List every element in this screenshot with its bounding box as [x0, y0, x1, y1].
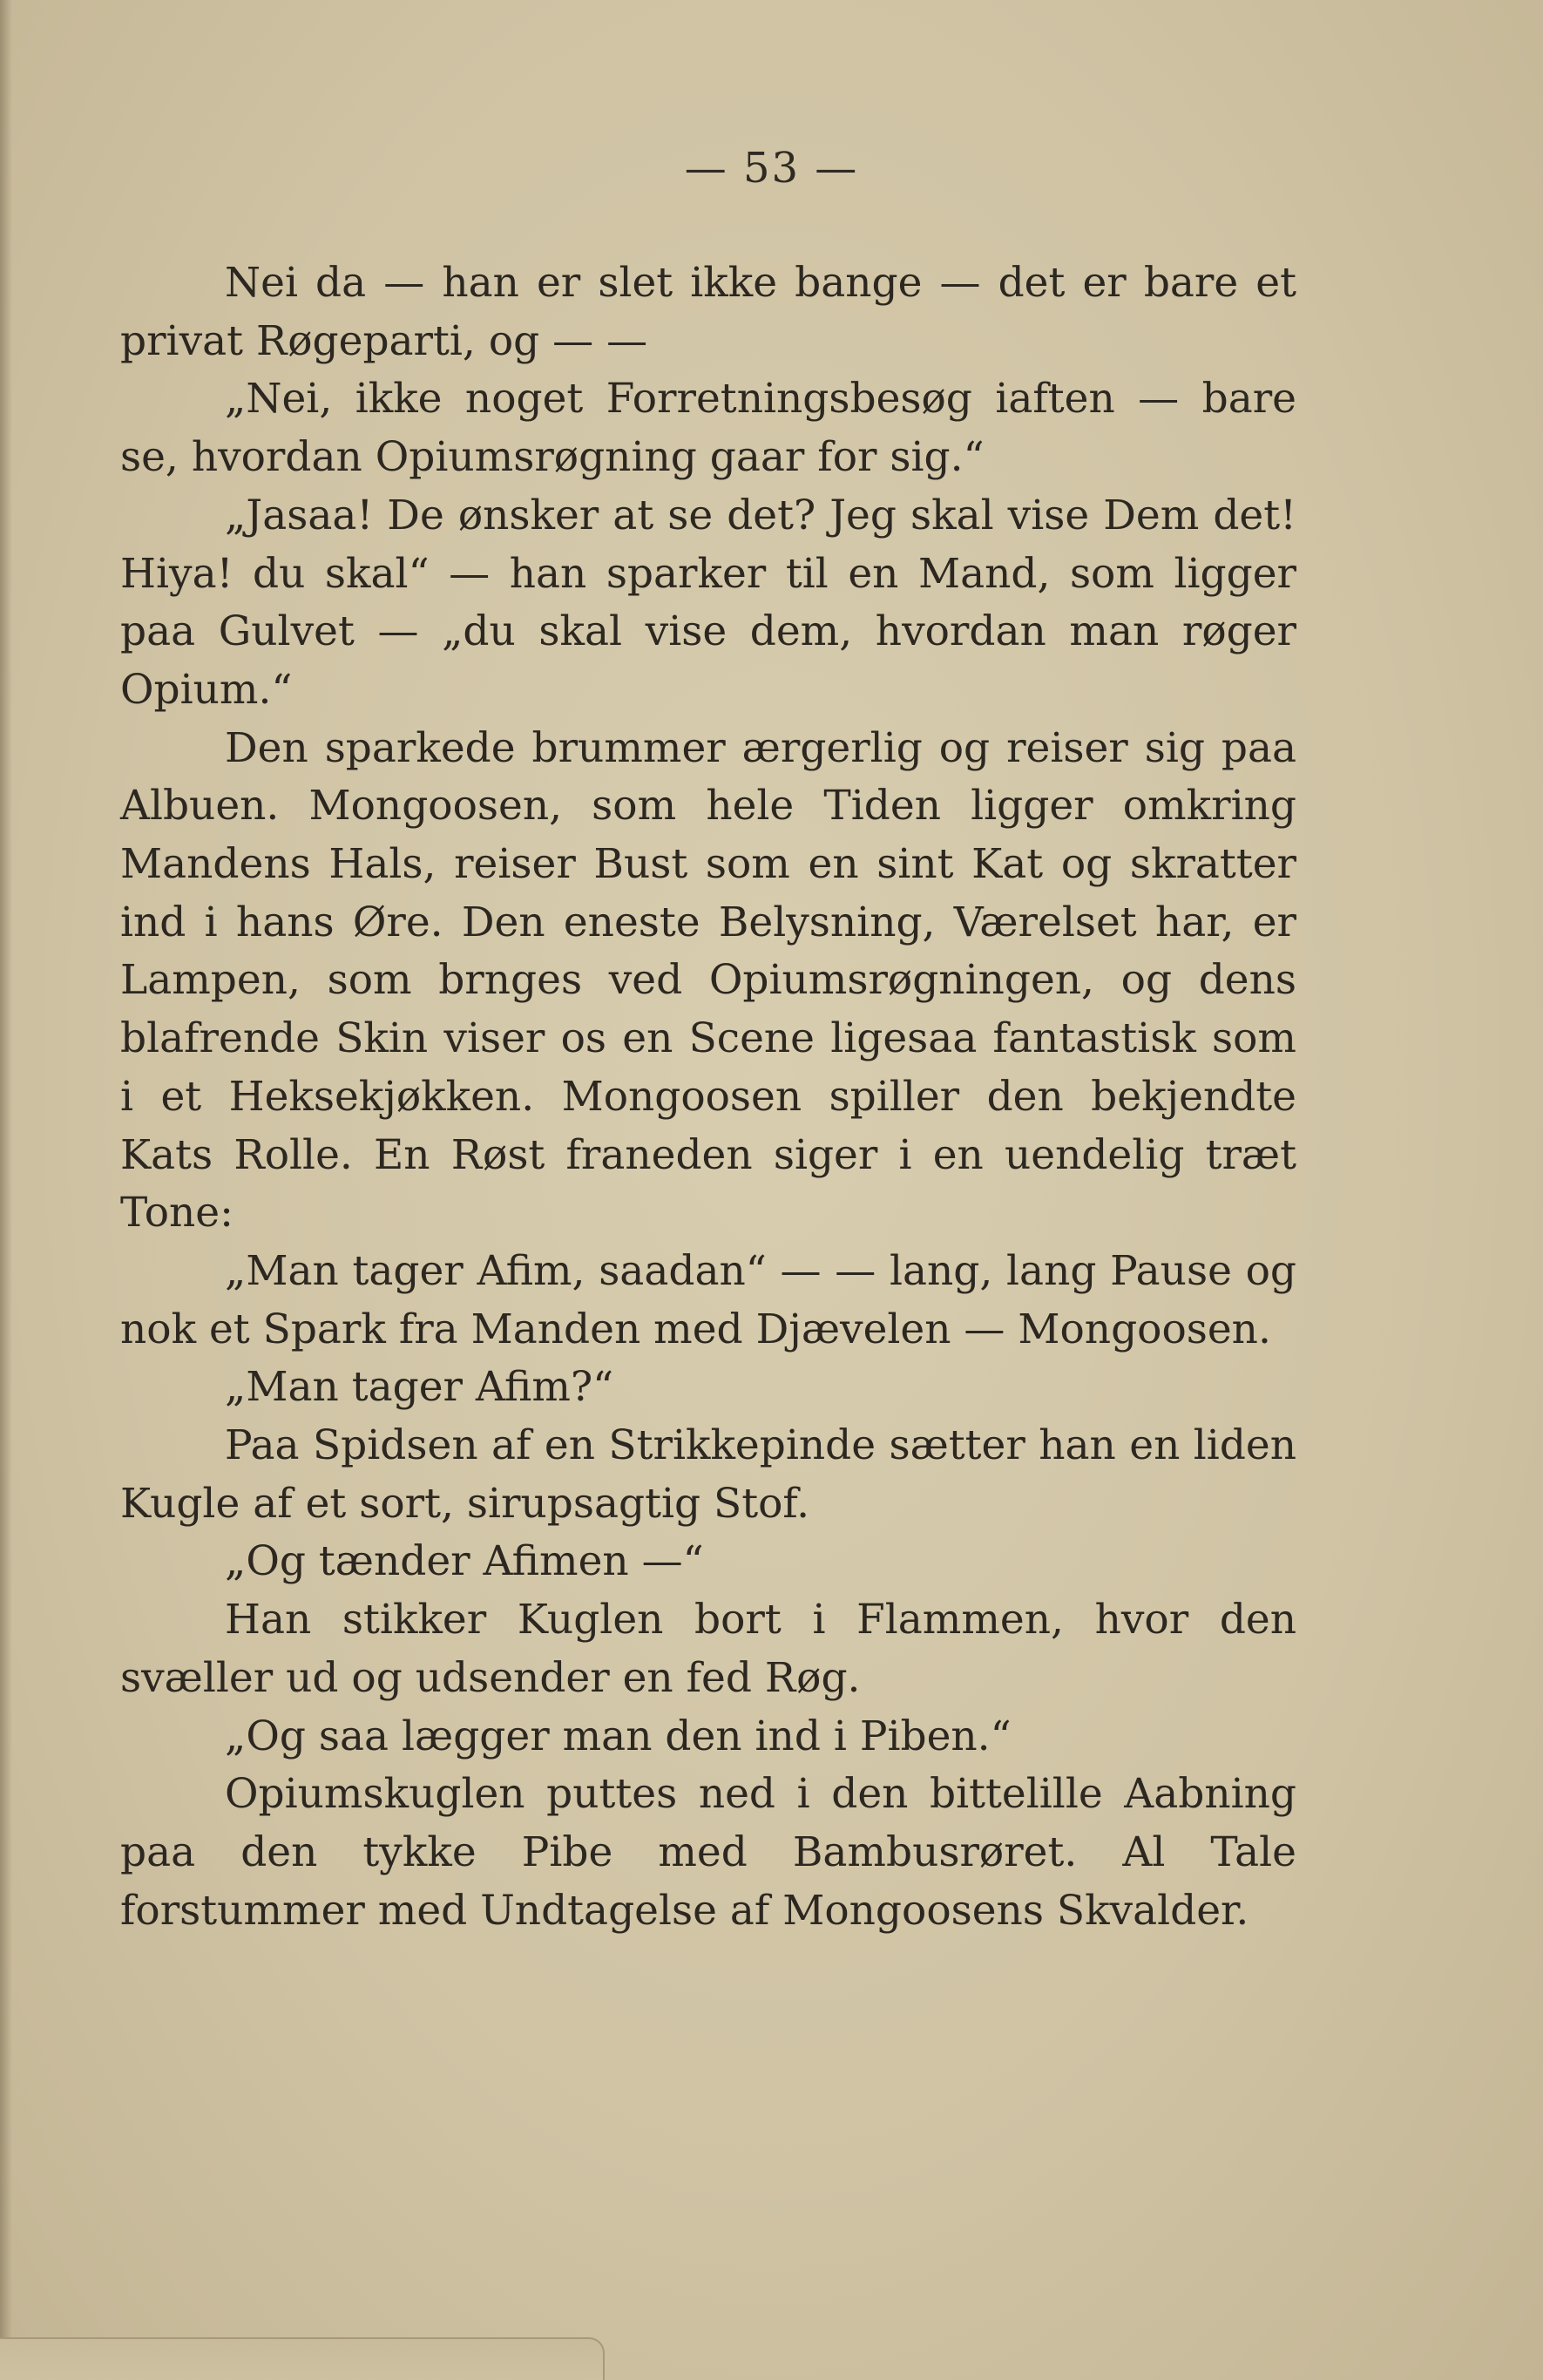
page-edge-shadow: [0, 0, 12, 2380]
paragraph: „Og saa lægger man den ind i Piben.“: [225, 1712, 1012, 1760]
paragraph: Opiumskuglen puttes ned i den bittelille Aabning paa den tykke Pibe med Bambusrøret. Al Tale forstummer med Undtagelse af Mongoosens Skvalder.: [120, 1770, 1296, 1935]
paragraph: „Jasaa! De ønsker at se det? Jeg skal vise Dem det! Hiya! du skal“ — han sparker til en Mand, som ligger paa Gulvet — „du skal vise dem, hvordan man røger Opium.“: [120, 491, 1296, 714]
paragraph: „Og tænder Afimen —“: [225, 1537, 704, 1586]
paragraph: „Man tager Afim?“: [225, 1363, 614, 1412]
page-number: — 53 —: [684, 144, 859, 193]
page-fold-edge: [0, 2337, 605, 2380]
paragraph: „Nei, ikke noget Forretningsbesøg iaften — bare se, hvordan Opiumsrøgning gaar for sig.“: [120, 375, 1296, 482]
paragraph: Han stikker Kuglen bort i Flammen, hvor den svæller ud og udsender en fed Røg.: [120, 1596, 1296, 1702]
paragraph: „Man tager Afim, saadan“ — — lang, lang Pause og nok et Spark fra Manden med Djævelen — Mongoosen.: [120, 1246, 1296, 1353]
paragraph: Paa Spidsen af en Strikkepinde sætter han en liden Kugle af et sort, sirupsagtig Stof.: [120, 1421, 1296, 1528]
body-text: [120, 254, 1296, 1940]
paragraph: Den sparkede brummer ærgerlig og reiser sig paa Albuen. Mongoosen, som hele Tiden ligger omkring Mandens Hals, reiser Bust som en sint Kat og skratter ind i hans Øre. Den eneste Belysning, Værelset har, er Lampen, som brnges ved Opiumsrøgningen, og dens blafrende Skin viser os en Scene ligesaa fantastisk som i et Heksekjøkken. Mongoosen spiller den bekjendte Kats Rolle. En Røst franeden siger i en uendelig træt Tone:: [120, 723, 1296, 1237]
paragraph: Nei da — han er slet ikke bange — det er bare et privat Røgeparti, og — —: [120, 259, 1296, 365]
